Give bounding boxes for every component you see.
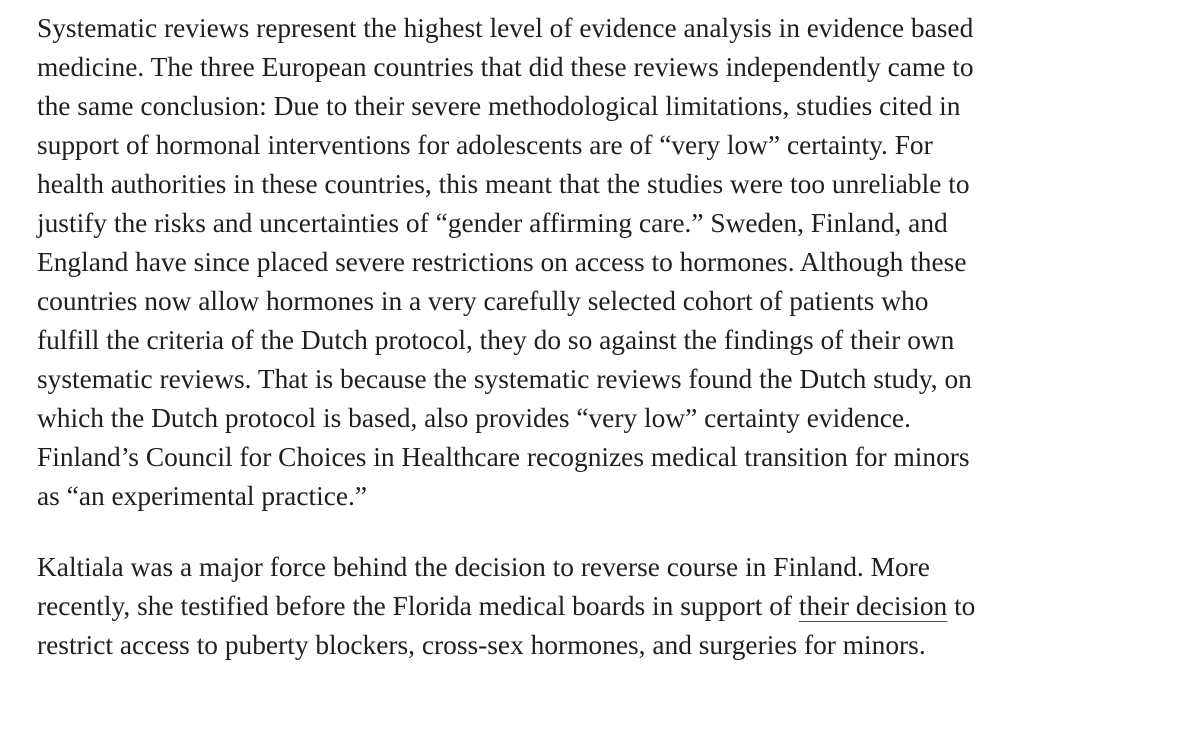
paragraph-line: England have since placed severe restrictions on access to hormones. Although these [37, 247, 967, 277]
paragraph-line: restrict access to puberty blockers, cross-sex hormones, and surgeries for minors. [37, 630, 926, 660]
paragraph-line: justify the risks and uncertainties of “gender affirming care.” Sweden, Finland, and [37, 208, 948, 238]
paragraph-line: Kaltiala was a major force behind the decision to reverse course in Finland. More [37, 552, 930, 582]
paragraph-line: Systematic reviews represent the highest level of evidence analysis in evidence based [37, 13, 974, 43]
paragraph-line: Finland’s Council for Choices in Healthcare recognizes medical transition for minors [37, 442, 970, 472]
their-decision-link[interactable]: their decision [798, 591, 948, 621]
line-text-before-link: recently, she testified before the Florida medical boards in support of [37, 591, 799, 621]
paragraph-line-with-link [37, 587, 1187, 626]
paragraph-line: health authorities in these countries, this meant that the studies were too unreliable to [37, 169, 970, 199]
paragraph-line: medicine. The three European countries that did these reviews independently came to [37, 52, 974, 82]
paragraph-line: fulfill the criteria of the Dutch protocol, they do so against the findings of their own [37, 325, 955, 355]
paragraph-line: as “an experimental practice.” [37, 481, 368, 511]
paragraph-line: support of hormonal interventions for adolescents are of “very low” certainty. For [37, 130, 933, 160]
paragraph-line: systematic reviews. That is because the systematic reviews found the Dutch study, on [37, 364, 972, 394]
paragraph-line: countries now allow hormones in a very carefully selected cohort of patients who [37, 286, 929, 316]
paragraph-1 [37, 9, 1187, 516]
article-body [37, 9, 1187, 665]
paragraph-2 [37, 548, 1187, 665]
line-text-after-link: to [947, 591, 976, 621]
paragraph-line: which the Dutch protocol is based, also provides “very low” certainty evidence. [37, 403, 911, 433]
paragraph-line: the same conclusion: Due to their severe methodological limitations, studies cited in [37, 91, 961, 121]
